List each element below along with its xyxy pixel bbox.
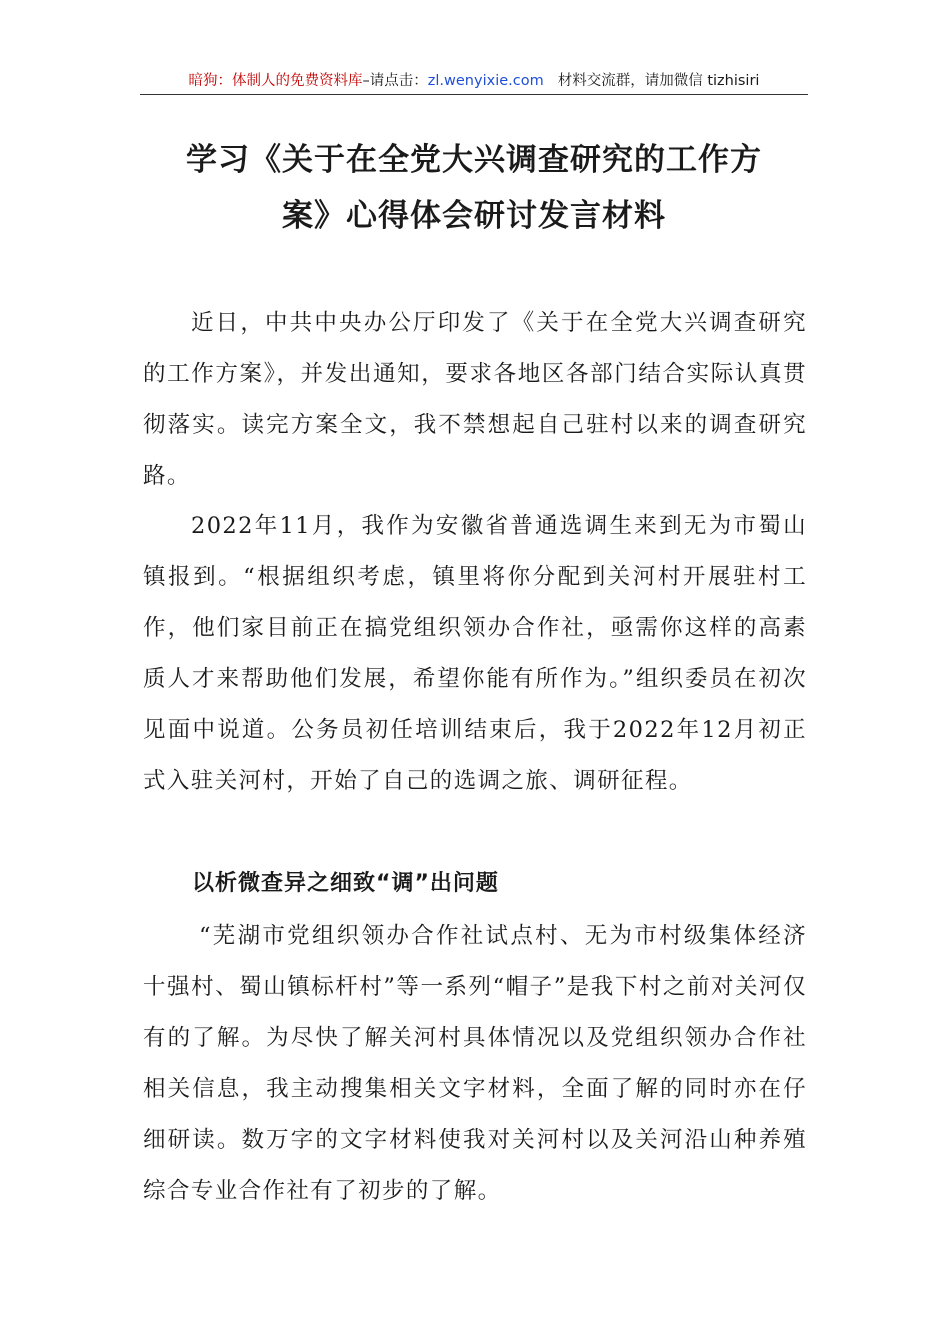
header-link[interactable]: zl.wenyixie.com (427, 73, 544, 89)
title-line-2: 案》心得体会研讨发言材料 (282, 198, 666, 234)
page-header (140, 68, 808, 95)
paragraph-3: “芜湖市党组织领办合作社试点村、无为市村级集体经济十强村、蜀山镇标杆村”等一系列“帽子”是我下村之前对关河仅有的了解。为尽快了解关河村具体情况以及党组织领办合作社相关信息，我主动搜集相关文字材料，全面了解的同时亦在仔细研读。数万字的文字材料使我对关河村以及关河沿山种养殖综合专业合作社有了初步的了解。 (143, 923, 807, 1204)
header-contact: 材料交流群，请加微信 tizhisiri (557, 73, 760, 89)
section-heading: 以析微查异之细致“调”出问题 (192, 871, 499, 896)
title-line-1: 学习《关于在全党大兴调查研究的工作方 (186, 142, 762, 178)
paragraph-2: 2022年11月，我作为安徽省普通选调生来到无为市蜀山镇报到。“根据组织考虑，镇里将你分配到关河村开展驻村工作，他们家目前正在搞党组织领办合作社，亟需你这样的高素质人才来帮助他们发展，希望你能有所作为。”组织委员在初次见面中说道。公务员初任培训结束后，我于2022年12月初正式入驻关河村，开始了自己的选调之旅、调研征程。 (143, 513, 807, 794)
document-title (140, 132, 808, 244)
paragraph-1: 近日，中共中央办公厅印发了《关于在全党大兴调查研究的工作方案》，并发出通知，要求各地区各部门结合实际认真贯彻落实。读完方案全文，我不禁想起自己驻村以来的调查研究路。 (143, 310, 807, 489)
header-prompt: –请点击： (362, 73, 428, 89)
header-brand: 暗狗：体制人的免费资料库 (188, 73, 363, 89)
